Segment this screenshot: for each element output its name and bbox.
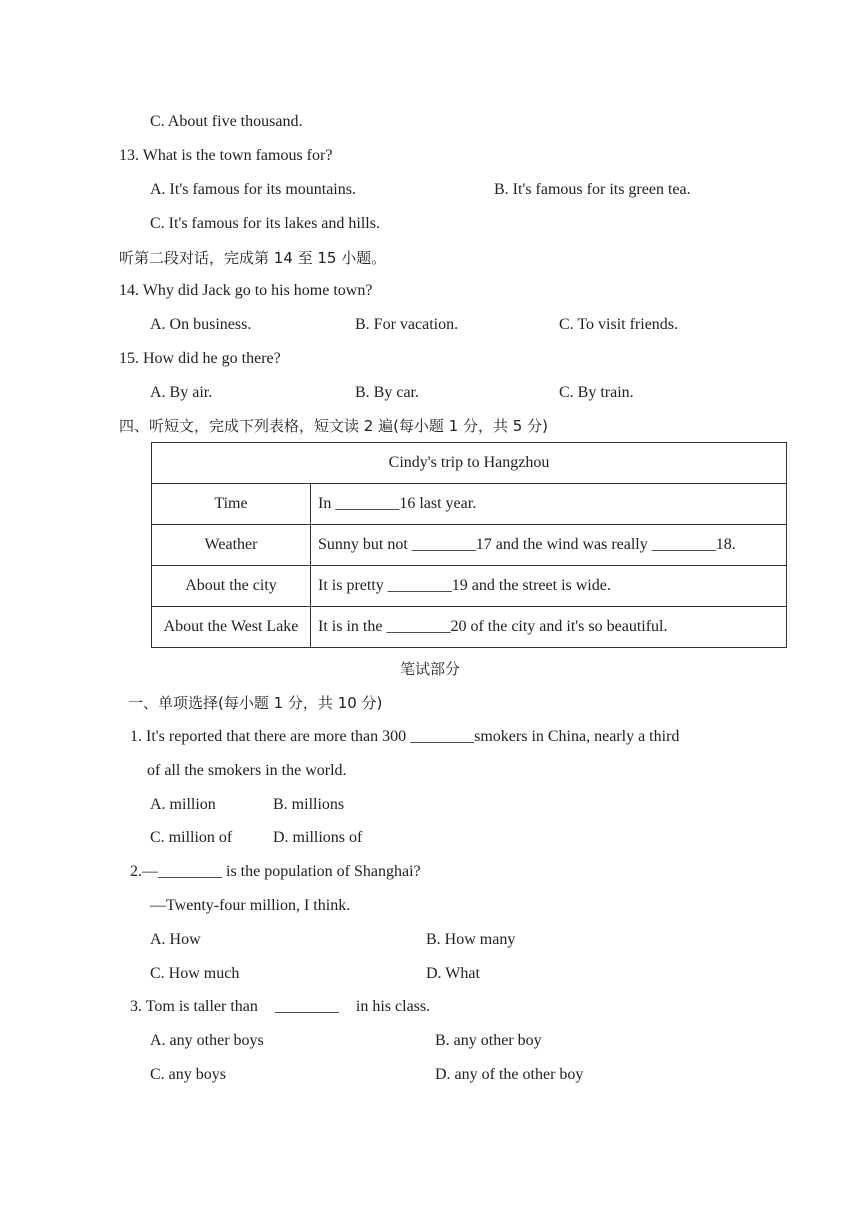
q3-option-b: B. any other boy — [435, 1032, 542, 1049]
table-row — [152, 607, 787, 648]
q13-question: 13. What is the town famous for? — [119, 147, 333, 164]
q15-option-b: B. By car. — [355, 384, 419, 401]
written-part-title: 笔试部分 — [399, 660, 460, 678]
table-row — [152, 525, 787, 566]
q3-question-end: in his class. — [355, 998, 431, 1015]
q3-blank: ________ — [274, 998, 339, 1015]
q3-option-d: D. any of the other boy — [435, 1066, 584, 1083]
q2-option-a: A. How — [150, 931, 201, 948]
q12-option-c: C. About five thousand. — [150, 113, 303, 130]
q2-option-b: B. How many — [426, 931, 516, 948]
q2-question: 2.—________ is the population of Shanghai? — [130, 863, 421, 880]
q14-question: 14. Why did Jack go to his home town? — [119, 282, 373, 299]
table-row-label: Time — [152, 484, 311, 525]
table-row-value: It is pretty ________19 and the street is wide. — [311, 566, 787, 607]
q1-option-a: A. million — [150, 796, 216, 813]
table-row-label: About the West Lake — [152, 607, 311, 648]
q1-option-d: D. millions of — [273, 829, 363, 846]
q3-option-a: A. any other boys — [150, 1032, 264, 1049]
trip-table — [151, 442, 787, 648]
table-row-value: It is in the ________20 of the city and it's so beautiful. — [311, 607, 787, 648]
q1-option-c: C. million of — [150, 829, 233, 846]
q15-option-c: C. By train. — [559, 384, 634, 401]
q13-option-c: C. It's famous for its lakes and hills. — [150, 215, 380, 232]
q13-option-b: B. It's famous for its green tea. — [494, 181, 691, 198]
table-row — [152, 484, 787, 525]
q1-question-line2: of all the smokers in the world. — [147, 762, 347, 779]
q13-option-a: A. It's famous for its mountains. — [150, 181, 356, 198]
q1-question-line1: 1. It's reported that there are more than 300 ________smokers in China, nearly a third — [130, 728, 680, 745]
q14-option-b: B. For vacation. — [355, 316, 459, 333]
q3-option-c: C. any boys — [150, 1066, 226, 1083]
table-row — [152, 566, 787, 607]
section1-heading: 一、单项选择(每小题 1 分，共 10 分) — [128, 694, 383, 712]
table-row-value: Sunny but not ________17 and the wind was really ________18. — [311, 525, 787, 566]
q2-answer-line: —Twenty-four million, I think. — [150, 897, 351, 914]
q3-question-start: 3. Tom is taller than — [130, 998, 258, 1015]
dialogue2-instruction: 听第二段对话，完成第 14 至 15 小题。 — [119, 249, 387, 267]
table-title: Cindy's trip to Hangzhou — [152, 443, 787, 484]
table-row-label: Weather — [152, 525, 311, 566]
q15-option-a: A. By air. — [150, 384, 213, 401]
q1-option-b: B. millions — [273, 796, 345, 813]
table-title-row — [152, 443, 787, 484]
q14-option-a: A. On business. — [150, 316, 252, 333]
q2-option-c: C. How much — [150, 965, 240, 982]
section4-heading: 四、听短文，完成下列表格，短文读 2 遍(每小题 1 分，共 5 分) — [119, 417, 548, 435]
q3-question — [130, 997, 430, 1017]
table-row-label: About the city — [152, 566, 311, 607]
q15-question: 15. How did he go there? — [119, 350, 281, 367]
q2-option-d: D. What — [426, 965, 480, 982]
q14-option-c: C. To visit friends. — [559, 316, 679, 333]
table-row-value: In ________16 last year. — [311, 484, 787, 525]
